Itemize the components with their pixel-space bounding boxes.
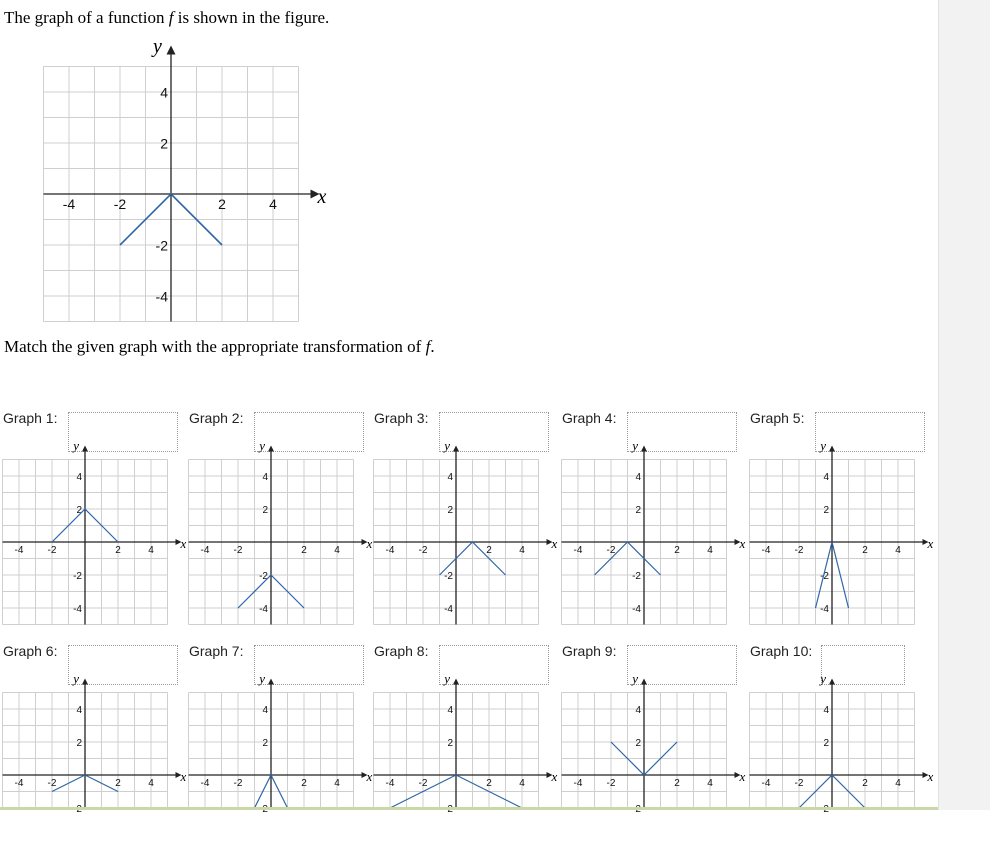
- y-tick-label: 2: [76, 504, 82, 516]
- y-tick-label: -2: [73, 570, 82, 582]
- x-tick-label: 4: [269, 196, 277, 212]
- y-tick-label: 4: [76, 471, 82, 483]
- match-text: Match the given graph with the appropriate transformation of: [4, 337, 426, 356]
- x-tick-label: -4: [200, 545, 210, 556]
- x-tick-label: -2: [794, 778, 804, 789]
- graph-label: Graph 3:: [374, 410, 429, 426]
- y-tick-label: 4: [262, 471, 268, 483]
- y-tick-label: 4: [447, 471, 453, 483]
- y-axis-label: y: [444, 671, 451, 687]
- y-tick-label: 4: [262, 704, 268, 716]
- graph-label: Graph 2:: [189, 410, 244, 426]
- y-axis-arrow: [82, 446, 88, 452]
- y-tick-label: 2: [635, 504, 641, 516]
- graph-8-plot: [371, 668, 556, 843]
- x-tick-label: -2: [606, 545, 616, 556]
- y-axis-arrow: [453, 679, 459, 685]
- x-tick-label: 4: [519, 545, 525, 556]
- y-axis-label: y: [153, 35, 162, 58]
- x-tick-label: -4: [200, 778, 210, 789]
- y-tick-label: 4: [823, 471, 829, 483]
- intro-text: The graph of a function: [4, 8, 169, 27]
- x-tick-label: -4: [761, 545, 771, 556]
- x-axis-label: x: [551, 535, 558, 551]
- y-tick-label: 4: [447, 704, 453, 716]
- x-tick-label: 2: [674, 545, 680, 556]
- function-name: f: [168, 8, 174, 27]
- main-graph: [0, 0, 340, 330]
- graph-5-plot: [747, 435, 934, 615]
- x-tick-label: -2: [47, 778, 57, 789]
- x-tick-label: -4: [573, 545, 583, 556]
- x-tick-label: 4: [334, 778, 340, 789]
- x-tick-label: 4: [895, 778, 901, 789]
- graph-7-plot: [186, 668, 371, 843]
- y-axis-label: y: [73, 671, 80, 687]
- y-axis-arrow: [641, 446, 647, 452]
- match-text-end: .: [430, 337, 435, 356]
- y-tick-label: 2: [823, 737, 829, 749]
- x-tick-label: 4: [148, 778, 154, 789]
- x-axis-label: x: [317, 186, 327, 208]
- graph-6-plot: [0, 668, 185, 843]
- y-tick-label: -4: [259, 603, 268, 615]
- graph-label: Graph 7:: [189, 643, 244, 659]
- x-tick-label: -2: [233, 778, 243, 789]
- x-tick-label: 4: [707, 778, 713, 789]
- y-axis-label: y: [259, 671, 266, 687]
- y-tick-label: 2: [823, 504, 829, 516]
- y-tick-label: 2: [160, 135, 168, 152]
- graph-4-plot: [559, 435, 746, 615]
- question-match: [4, 337, 435, 357]
- y-tick-label: -4: [632, 603, 641, 615]
- y-tick-label: 4: [160, 84, 168, 101]
- x-tick-label: -4: [14, 545, 24, 556]
- y-tick-label: -4: [73, 603, 82, 615]
- x-tick-label: 2: [301, 778, 307, 789]
- y-tick-label: 4: [823, 704, 829, 716]
- x-tick-label: -4: [761, 778, 771, 789]
- y-axis-label: y: [259, 438, 266, 454]
- graph-10-plot: [747, 668, 932, 843]
- x-tick-label: 4: [148, 545, 154, 556]
- x-axis-label: x: [366, 535, 373, 551]
- x-axis-label: x: [551, 768, 558, 784]
- graph-label: Graph 6:: [3, 643, 58, 659]
- y-tick-label: 2: [262, 504, 268, 516]
- x-axis-label: x: [180, 768, 187, 784]
- graph-label: Graph 9:: [562, 643, 617, 659]
- graph-label: Graph 1:: [3, 410, 58, 426]
- y-tick-label: 2: [447, 504, 453, 516]
- y-axis-label: y: [632, 438, 639, 454]
- x-tick-label: 2: [218, 196, 226, 212]
- function-name: f: [425, 337, 431, 356]
- graph-2-plot: [186, 435, 373, 615]
- y-tick-label: 2: [447, 737, 453, 749]
- y-tick-label: -2: [820, 570, 829, 582]
- graph-label: Graph 4:: [562, 410, 617, 426]
- x-tick-label: 4: [334, 545, 340, 556]
- x-tick-label: -4: [385, 545, 395, 556]
- y-axis-arrow: [829, 679, 835, 685]
- x-axis-label: x: [180, 535, 187, 551]
- graph-label: Graph 8:: [374, 643, 429, 659]
- right-sidebar: [938, 0, 990, 810]
- y-axis-arrow: [167, 46, 176, 55]
- x-tick-label: -2: [47, 545, 57, 556]
- graph-3-plot: [371, 435, 558, 615]
- graph-9-plot: [559, 668, 744, 843]
- graph-label: Graph 5:: [750, 410, 805, 426]
- y-axis-arrow: [268, 679, 274, 685]
- y-tick-label: 2: [635, 737, 641, 749]
- y-tick-label: -2: [155, 237, 168, 254]
- x-tick-label: 2: [301, 545, 307, 556]
- x-axis-label: x: [366, 768, 373, 784]
- x-tick-label: -2: [418, 545, 428, 556]
- y-axis-label: y: [820, 671, 827, 687]
- x-tick-label: 2: [674, 778, 680, 789]
- y-tick-label: 4: [76, 704, 82, 716]
- y-tick-label: 4: [635, 471, 641, 483]
- y-tick-label: 4: [635, 704, 641, 716]
- y-axis-arrow: [829, 446, 835, 452]
- y-axis-label: y: [73, 438, 80, 454]
- x-tick-label: 2: [115, 778, 121, 789]
- y-axis-arrow: [82, 679, 88, 685]
- x-tick-label: 4: [519, 778, 525, 789]
- graph-label: Graph 10:: [750, 643, 813, 659]
- x-tick-label: 4: [707, 545, 713, 556]
- y-tick-label: -2: [444, 570, 453, 582]
- x-axis-label: x: [739, 768, 746, 784]
- y-axis-label: y: [820, 438, 827, 454]
- x-tick-label: -2: [418, 778, 428, 789]
- x-tick-label: -4: [573, 778, 583, 789]
- y-axis-arrow: [453, 446, 459, 452]
- y-tick-label: -4: [444, 603, 453, 615]
- x-tick-label: -2: [794, 545, 804, 556]
- x-tick-label: 2: [486, 778, 492, 789]
- y-tick-label: -4: [155, 288, 168, 305]
- x-tick-label: -4: [385, 778, 395, 789]
- x-tick-label: -2: [113, 196, 127, 212]
- y-tick-label: -2: [632, 570, 641, 582]
- x-tick-label: 2: [862, 778, 868, 789]
- x-axis-label: x: [927, 768, 934, 784]
- y-tick-label: -4: [820, 603, 829, 615]
- y-axis-arrow: [641, 679, 647, 685]
- x-tick-label: 2: [115, 545, 121, 556]
- x-tick-label: -2: [233, 545, 243, 556]
- x-tick-label: 4: [895, 545, 901, 556]
- y-tick-label: 2: [76, 737, 82, 749]
- y-tick-label: 2: [262, 737, 268, 749]
- x-tick-label: 2: [862, 545, 868, 556]
- x-tick-label: -2: [606, 778, 616, 789]
- y-tick-label: -2: [259, 570, 268, 582]
- y-axis-label: y: [632, 671, 639, 687]
- y-axis-label: y: [444, 438, 451, 454]
- intro-text-end: is shown in the figure.: [173, 8, 330, 27]
- x-axis-label: x: [739, 535, 746, 551]
- x-tick-label: -4: [14, 778, 24, 789]
- y-axis-arrow: [268, 446, 274, 452]
- x-axis-label: x: [927, 535, 934, 551]
- x-tick-label: 2: [486, 545, 492, 556]
- x-tick-label: -4: [62, 196, 76, 212]
- graph-1-plot: [0, 435, 187, 615]
